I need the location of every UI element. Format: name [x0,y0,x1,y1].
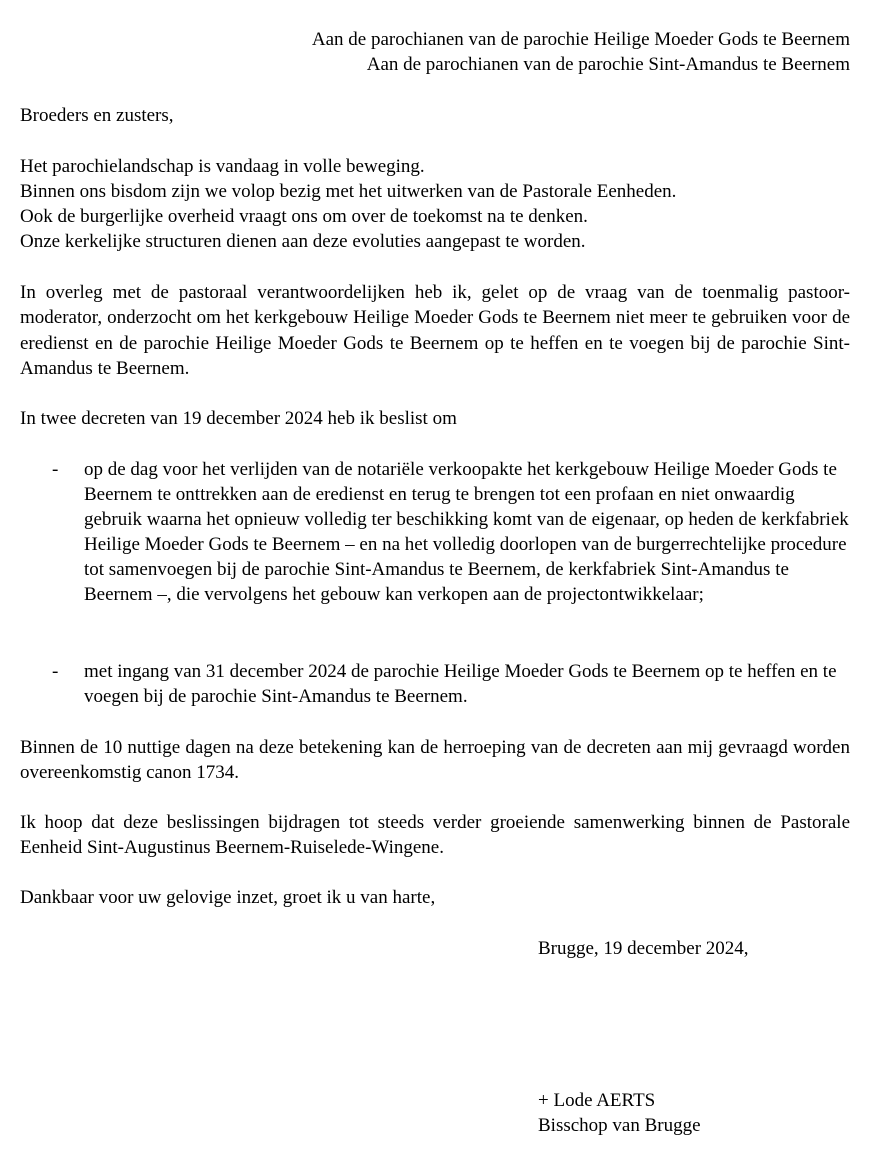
place-date: Brugge, 19 december 2024, [538,938,749,959]
bullet-dash: - [52,661,59,682]
salutation: Broeders en zusters, [20,105,174,126]
hope-paragraph: Ik hoop dat deze beslissingen bijdragen tot steeds verder groeiende samenwerking binnen de Pastorale Eenheid Sint-Augustinus Beernem-Ruiselede-Wingene. [20,812,850,859]
intro-line: Binnen ons bisdom zijn we volop bezig met het uitwerken van de Pastorale Eenheden. [20,181,677,202]
bullet-dash: - [52,459,59,480]
addressee-line: Aan de parochianen van de parochie Sint-Amandus te Beernem [366,54,850,75]
appeal-paragraph: Binnen de 10 nuttige dagen na deze betekening kan de herroeping van de decreten aan mij gevraagd worden overeenkomstig canon 1734. [20,737,850,784]
consultation-paragraph: In overleg met de pastoraal verantwoordelijken heb ik, gelet op de vraag van de toenmalig pastoor-moderator, onderzocht om het kerkgebouw Heilige Moeder Gods te Beernem niet meer te gebruiken voor de eredienst en de parochie Heilige Moeder Gods te Beernem op te heffen en te voegen bij de parochie Sint-Amandus te Beernem. [20,282,850,379]
signatory-name: + Lode AERTS [538,1090,656,1111]
signatory-title: Bisschop van Brugge [538,1115,701,1136]
intro-line: Onze kerkelijke structuren dienen aan deze evoluties aangepast te worden. [20,231,586,252]
addressee-line: Aan de parochianen van de parochie Heilige Moeder Gods te Beernem [311,29,850,50]
closing-line: Dankbaar voor uw gelovige inzet, groet ik u van harte, [20,887,436,908]
decision-text: met ingang van 31 december 2024 de parochie Heilige Moeder Gods te Beernem op te heffen en te voegen bij de parochie Sint-Amandus te Beernem. [84,661,837,708]
intro-line: Ook de burgerlijke overheid vraagt ons om over de toekomst na te denken. [20,206,588,227]
decision-text: op de dag voor het verlijden van de notariële verkoopakte het kerkgebouw Heilige Moeder Gods te Beernem te onttrekken aan de eredienst en terug te brengen tot een profaan en niet onwaardig gebruik waarna het opnieuw volledig ter beschikking komt van de eigenaar, op heden de kerkfabriek Heilige Moeder Gods te Beernem – en na het volledig doorlopen van de burgerrechtelijke procedure tot samenvoegen bij de parochie Sint-Amandus te Beernem, de kerkfabriek Sint-Amandus te Beernem –, die vervolgens het gebouw kan verkopen aan de projectontwikkelaar; [84,459,849,606]
decrees-intro: In twee decreten van 19 december 2024 heb ik beslist om [20,408,457,429]
intro-line: Het parochielandschap is vandaag in volle beweging. [20,156,425,177]
